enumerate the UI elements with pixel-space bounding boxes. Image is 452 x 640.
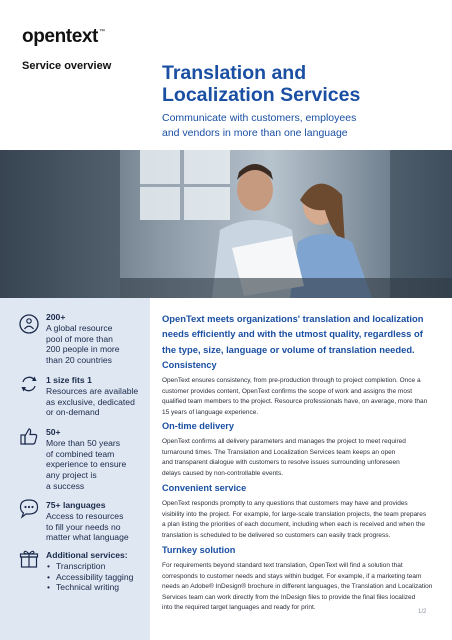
title-line-2: Localization Services: [162, 84, 361, 106]
body-line: OpenText ensures consistency, from pre-production through to project completion. Once a: [162, 377, 421, 384]
stat-line: to fill your needs no: [46, 521, 121, 532]
body-line: qualified team members to the project. Resource professionals have, on average, more than: [162, 398, 428, 405]
chat-bubble-icon: [18, 497, 40, 519]
section-heading-consistency: Consistency: [162, 360, 217, 370]
page-subtitle: [162, 111, 442, 140]
opentext-logo: [22, 26, 105, 48]
stat-line: Resources are available: [46, 385, 139, 396]
hero-photo-illustration: [0, 150, 452, 298]
stat-line: pool of more than: [46, 333, 113, 344]
services-list: [46, 561, 146, 593]
page-title: [162, 62, 442, 106]
stat-line: any project is: [46, 470, 97, 481]
stat-line: More than 50 years: [46, 437, 121, 448]
body-line: Services team can work directly from the InDesign files to provide the final files localized: [162, 593, 416, 601]
stat-block-4: [46, 500, 146, 543]
globe-people-icon: [18, 313, 40, 335]
list-item: • Transcription: [46, 561, 146, 572]
intro-line: needs efficiently and with the utmost quality, regardless of: [162, 328, 423, 340]
body-line: visibility into the project. For example, for large-scale translation projects, the team prepares: [162, 510, 427, 518]
body-line: turnaround times. The Translation and Localization Services team keeps an open: [162, 448, 396, 456]
stat-block-2: [46, 375, 146, 418]
service-overview-label: Service overview: [22, 60, 112, 72]
section-body-convenient-service: [162, 499, 438, 541]
body-line: OpenText responds promptly to any questions that customers may have and provides: [162, 500, 408, 507]
recycle-arrows-icon: [18, 373, 40, 395]
stat-block-1: [46, 312, 146, 366]
stat-heading: 200+: [46, 312, 66, 322]
stat-line: of combined team: [46, 448, 115, 459]
stat-heading: 75+ languages: [46, 500, 106, 510]
stat-block-3: [46, 427, 146, 492]
subtitle-line-1: Communicate with customers, employees: [162, 112, 357, 124]
body-line: customer provides content, OpenText confirms the scope of work and assigns the most: [162, 387, 413, 395]
section-heading-on-time-delivery: On-time delivery: [162, 421, 234, 431]
body-line: For requirements beyond standard text translation, OpenText will find a solution that: [162, 562, 403, 569]
stat-heading: 50+: [46, 427, 61, 437]
title-line-1: Translation and: [162, 62, 307, 84]
body-line: needs an Adobe® InDesign® brochure in different languages, the Translation and Localization: [162, 583, 433, 590]
body-line: into the required target languages and ready for print.: [162, 604, 316, 611]
intro-line: OpenText meets organizations' translation and localization: [162, 313, 424, 324]
gift-box-icon: [18, 548, 40, 570]
additional-services-block: [46, 550, 146, 593]
stat-line: A global resource: [46, 322, 113, 333]
services-heading: Additional services:: [46, 550, 128, 560]
body-line: OpenText confirms all delivery parameters and manages the project to meet required: [162, 438, 406, 445]
list-item: • Accessibility tagging: [46, 572, 146, 583]
body-line: 15 years of language experience.: [162, 408, 259, 416]
hero-photo: [0, 150, 452, 298]
section-heading-convenient-service: Convenient service: [162, 483, 247, 493]
section-heading-turnkey-solution: Turnkey solution: [162, 545, 236, 555]
section-body-on-time-delivery: [162, 437, 438, 479]
intro-paragraph: [162, 311, 438, 357]
stat-line: Access to resources: [46, 510, 124, 521]
stat-line: than 20 countries: [46, 355, 112, 366]
section-body-turnkey-solution: [162, 561, 438, 614]
stat-line: a success: [46, 480, 85, 491]
body-line: corresponds to customer needs and stays within budget. For example, if a marketing team: [162, 572, 422, 580]
body-line: and transparent dialogue with customers to resolve issues surrounding unforeseen: [162, 459, 400, 466]
stat-line: or on-demand: [46, 407, 100, 418]
body-line: a plan listing the priorities of each document, including when each is received and when the: [162, 521, 426, 528]
stat-line: as exclusive, dedicated: [46, 396, 135, 407]
stat-heading: 1 size fits 1: [46, 375, 92, 385]
body-line: translation is scheduled to be delivered so customers can easily track progress.: [162, 531, 391, 539]
stat-line: experience to ensure: [46, 459, 127, 470]
intro-line: the type, size, language or volume of translation needed.: [162, 343, 415, 355]
subtitle-line-2: and vendors in more than one language: [162, 126, 348, 139]
section-body-consistency: [162, 376, 438, 418]
thumbs-up-icon: [18, 425, 40, 447]
stat-line: 200 people in more: [46, 344, 120, 355]
stat-line: matter what language: [46, 532, 129, 543]
list-item: • Technical writing: [46, 582, 146, 593]
logo-text: opentext: [22, 26, 98, 47]
trademark-mark: ™: [98, 29, 105, 35]
page-number: 1/2: [418, 609, 427, 615]
body-line: delays caused by non-controllable events.: [162, 469, 284, 477]
